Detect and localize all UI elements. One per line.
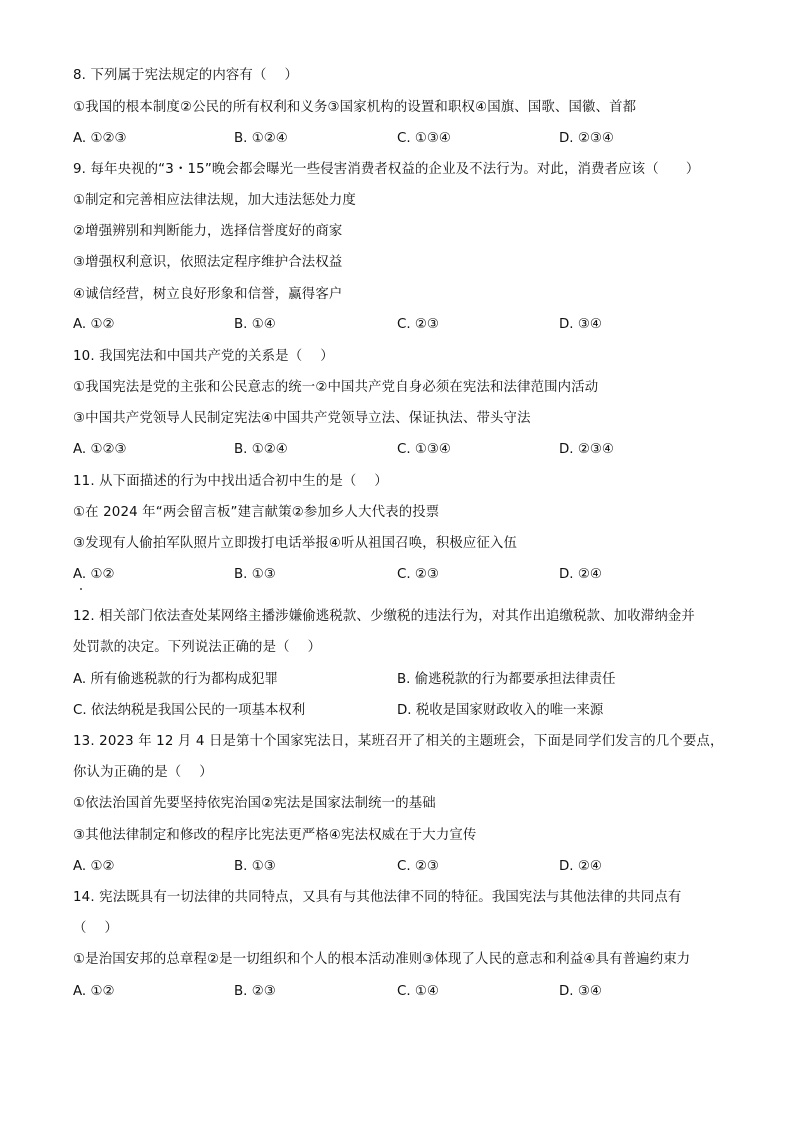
question-14-option-d: D. ③④ (559, 984, 602, 999)
question-9-statement-2: ②增强辨别和判断能力，选择信誉度好的商家 (73, 224, 343, 239)
question-14-statements: ①是治国安邦的总章程②是一切组织和个人的根本活动准则③体现了人民的意志和利益④具有普遍约束力 (73, 952, 691, 967)
question-10-option-d: D. ②③④ (559, 442, 614, 457)
question-12-stem-line-2: 处罚款的决定。下列说法正确的是（ ） (73, 640, 322, 655)
question-9-option-d: D. ③④ (559, 317, 602, 332)
question-9-statement-3: ③增强权利意识，依照法定程序维护合法权益 (73, 255, 343, 270)
question-11-option-a: A. ①② (73, 567, 115, 582)
question-9-option-c: C. ②③ (397, 317, 439, 332)
question-10-option-b: B. ①②④ (234, 442, 288, 457)
stray-dot (80, 588, 82, 590)
question-11-option-d: D. ②④ (559, 567, 602, 582)
question-13-option-d: D. ②④ (559, 859, 602, 874)
question-13-option-b: B. ①③ (234, 859, 276, 874)
question-13-statement-1: ①依法治国首先要坚持依宪治国②宪法是国家法制统一的基础 (73, 796, 436, 811)
question-13-option-c: C. ②③ (397, 859, 439, 874)
question-9-stem: 9. 每年央视的“3・15”晚会都会曝光一些侵害消费者权益的企业及不法行为。对此，消费者应该（ ） (73, 162, 700, 177)
question-11-statement-1: ①在 2024 年“两会留言板”建言献策②参加乡人大代表的投票 (73, 505, 440, 520)
question-11-option-c: C. ②③ (397, 567, 439, 582)
question-9-option-a: A. ①② (73, 317, 115, 332)
question-11-option-b: B. ①③ (234, 567, 276, 582)
question-9-statement-1: ①制定和完善相应法律法规，加大违法惩处力度 (73, 193, 356, 208)
question-9-statement-4: ④诚信经营，树立良好形象和信誉，赢得客户 (73, 287, 343, 302)
question-12-option-a: A. 所有偷逃税款的行为都构成犯罪 (73, 672, 278, 687)
question-12-option-b: B. 偷逃税款的行为都要承担法律责任 (397, 672, 616, 687)
question-8-option-d: D. ②③④ (559, 131, 614, 146)
question-13-stem-line-2: 你认为正确的是（ ） (73, 765, 213, 780)
question-8-option-c: C. ①③④ (397, 131, 451, 146)
question-8-option-b: B. ①②④ (234, 131, 288, 146)
question-13-statement-2: ③其他法律制定和修改的程序比宪法更严格④宪法权威在于大力宣传 (73, 828, 477, 843)
question-14-stem-line-1: 14. 宪法既具有一切法律的共同特点，又具有与其他法律不同的特征。我国宪法与其他法律的共同点有 (73, 890, 682, 905)
question-8-statements: ①我国的根本制度②公民的所有权利和义务③国家机构的设置和职权④国旗、国歌、国徽、首都 (73, 100, 637, 115)
question-10-statement-2: ③中国共产党领导人民制定宪法④中国共产党领导立法、保证执法、带头守法 (73, 411, 531, 426)
question-10-option-c: C. ①③④ (397, 442, 451, 457)
question-12-option-d: D. 税收是国家财政收入的唯一来源 (397, 703, 604, 718)
question-11-statement-2: ③发现有人偷拍军队照片立即拨打电话举报④听从祖国召唤，积极应征入伍 (73, 536, 518, 551)
question-13-stem-line-1: 13. 2023 年 12 月 4 日是第十个国家宪法日，某班召开了相关的主题班会，下面是同学们发言的几个要点， (73, 734, 724, 749)
question-14-option-b: B. ②③ (234, 984, 276, 999)
question-14-stem-line-2: （ ） (73, 921, 119, 936)
question-8-stem: 8. 下列属于宪法规定的内容有（ ） (73, 68, 298, 83)
question-10-statement-1: ①我国宪法是党的主张和公民意志的统一②中国共产党自身必须在宪法和法律范围内活动 (73, 380, 599, 395)
question-14-option-a: A. ①② (73, 984, 115, 999)
question-10-stem: 10. 我国宪法和中国共产党的关系是（ ） (73, 349, 334, 364)
question-14-option-c: C. ①④ (397, 984, 439, 999)
question-8-option-a: A. ①②③ (73, 131, 127, 146)
question-11-stem: 11. 从下面描述的行为中找出适合初中生的是（ ） (73, 474, 388, 489)
question-9-option-b: B. ①④ (234, 317, 276, 332)
question-13-option-a: A. ①② (73, 859, 115, 874)
question-12-stem-line-1: 12. 相关部门依法查处某网络主播涉嫌偷逃税款、少缴税的违法行为，对其作出追缴税款、加收滞纳金并 (73, 609, 695, 624)
question-12-option-c: C. 依法纳税是我国公民的一项基本权利 (73, 703, 306, 718)
question-10-option-a: A. ①②③ (73, 442, 127, 457)
